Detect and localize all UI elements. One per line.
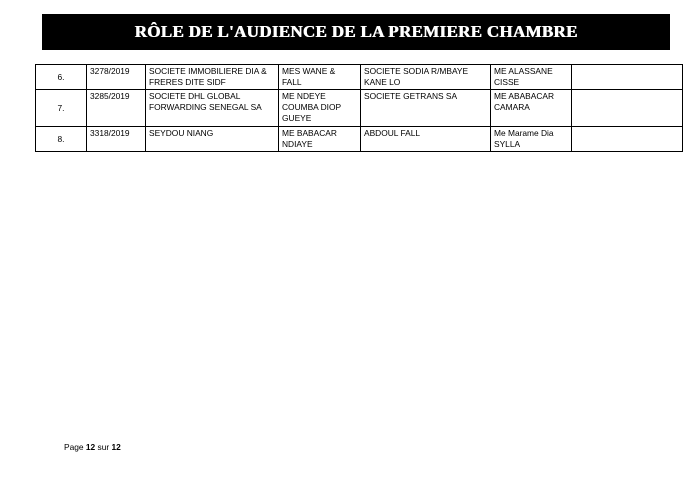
row-number: 6.	[36, 65, 87, 90]
lawyer-defendant: Me Marame Dia SYLLA	[491, 127, 572, 152]
party-defendant: SOCIETE SODIA R/MBAYE KANE LO	[361, 65, 491, 90]
case-number: 3318/2019	[87, 127, 146, 152]
party-plaintiff: SOCIETE DHL GLOBAL FORWARDING SENEGAL SA	[146, 90, 279, 127]
page-label: Page	[64, 442, 84, 452]
row-number: 7.	[36, 90, 87, 127]
hearing-roll-table	[35, 64, 683, 152]
title-banner	[42, 14, 670, 50]
extra-cell	[572, 90, 683, 127]
lawyer-plaintiff: ME NDEYE COUMBA DIOP GUEYE	[279, 90, 361, 127]
party-defendant: ABDOUL FALL	[361, 127, 491, 152]
page-total: 12	[111, 442, 121, 452]
table-row	[36, 65, 683, 90]
lawyer-plaintiff: MES WANE & FALL	[279, 65, 361, 90]
party-plaintiff: SOCIETE IMMOBILIERE DIA & FRERES DITE SIDF	[146, 65, 279, 90]
lawyer-defendant: ME ALASSANE CISSE	[491, 65, 572, 90]
table-row	[36, 127, 683, 152]
page-footer	[64, 442, 121, 452]
case-number: 3278/2019	[87, 65, 146, 90]
case-number: 3285/2019	[87, 90, 146, 127]
extra-cell	[572, 65, 683, 90]
lawyer-plaintiff: ME BABACAR NDIAYE	[279, 127, 361, 152]
page-current: 12	[85, 442, 96, 452]
party-defendant: SOCIETE GETRANS SA	[361, 90, 491, 127]
party-plaintiff: SEYDOU NIANG	[146, 127, 279, 152]
lawyer-defendant: ME ABABACAR CAMARA	[491, 90, 572, 127]
extra-cell	[572, 127, 683, 152]
row-number: 8.	[36, 127, 87, 152]
table-row	[36, 90, 683, 127]
page-separator: sur	[97, 442, 110, 452]
page-title: RÔLE DE L'AUDIENCE DE LA PREMIERE CHAMBRE	[134, 22, 578, 41]
